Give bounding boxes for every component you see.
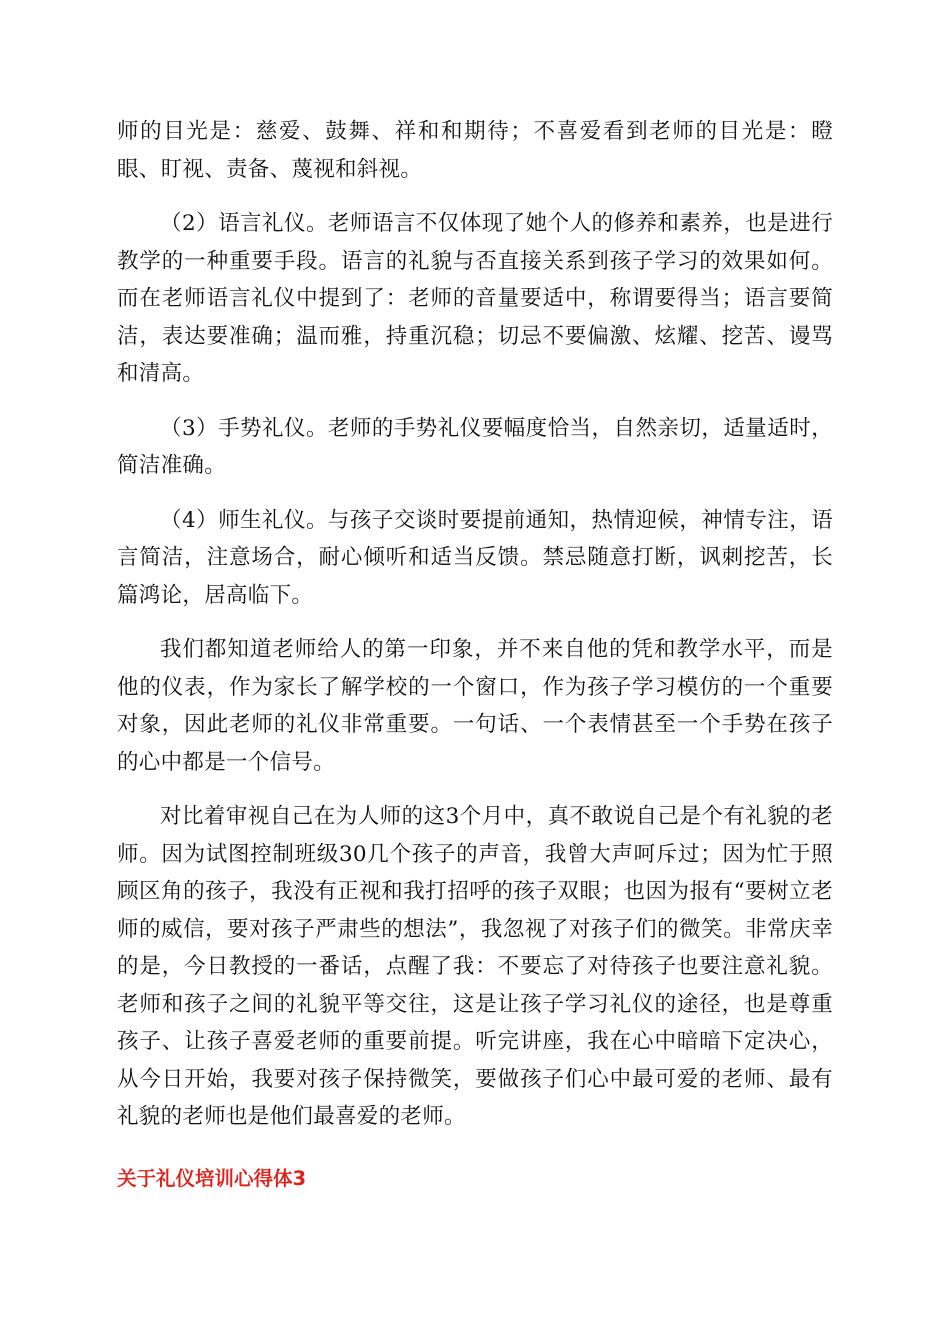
paragraph-first-impression: 我们都知道老师给人的第一印象，并不来自他的凭和教学水平，而是他的仪表，作为家长了解学校的一个窗口，作为孩子学习模仿的一个重要对象，因此老师的礼仪非常重要。一句话、一个表情甚至一个手势在孩子的心中都是一个信号。	[117, 637, 833, 775]
paragraph-gaze-continuation: 师的目光是：慈爱、鼓舞、祥和和期待；不喜爱看到老师的目光是：瞪眼、盯视、责备、蔑视和斜视。	[117, 119, 833, 182]
paragraph-language-etiquette: （2）语言礼仪。老师语言不仅体现了她个人的修养和素养，也是进行教学的一种重要手段。语言的礼貌与否直接关系到孩子学习的效果如何。而在老师语言礼仪中提到了：老师的音量要适中，称谓要得当；语言要简洁，表达要准确；温而雅，持重沉稳；切忌不要偏激、炫耀、挖苦、谩骂和清高。	[117, 211, 833, 386]
paragraph-gesture-etiquette: （3）手势礼仪。老师的手势礼仪要幅度恰当，自然亲切，适量适时，简洁准确。	[117, 415, 833, 478]
paragraph-teacher-student-etiquette: （4）师生礼仪。与孩子交谈时要提前通知，热情迎候，神情专注，语言简洁，注意场合，耐心倾听和适当反馈。禁忌随意打断，讽刺挖苦，长篇鸿论，居高临下。	[117, 507, 833, 608]
paragraph-self-reflection: 对比着审视自己在为人师的这3个月中，真不敢说自己是个有礼貌的老师。因为试图控制班级30几个孩子的声音，我曾大声呵斥过；因为忙于照顾区角的孩子，我没有正视和我打招呼的孩子双眼；也因为报有“要树立老师的威信，要对孩子严肃些的想法”，我忽视了对孩子们的微笑。非常庆幸的是，今日教授的一番话，点醒了我：不要忘了对待孩子也要注意礼貌。老师和孩子之间的礼貌平等交往，这是让孩子学习礼仪的途径，也是尊重孩子、让孩子喜爱老师的重要前提。听完讲座，我在心中暗暗下定决心，从今日开始，我要对孩子保持微笑，要做孩子们心中最可爱的老师、最有礼貌的老师也是他们最喜爱的老师。	[117, 804, 833, 1129]
document-body	[117, 113, 833, 1136]
section-heading: 关于礼仪培训心得体3	[117, 1167, 307, 1190]
